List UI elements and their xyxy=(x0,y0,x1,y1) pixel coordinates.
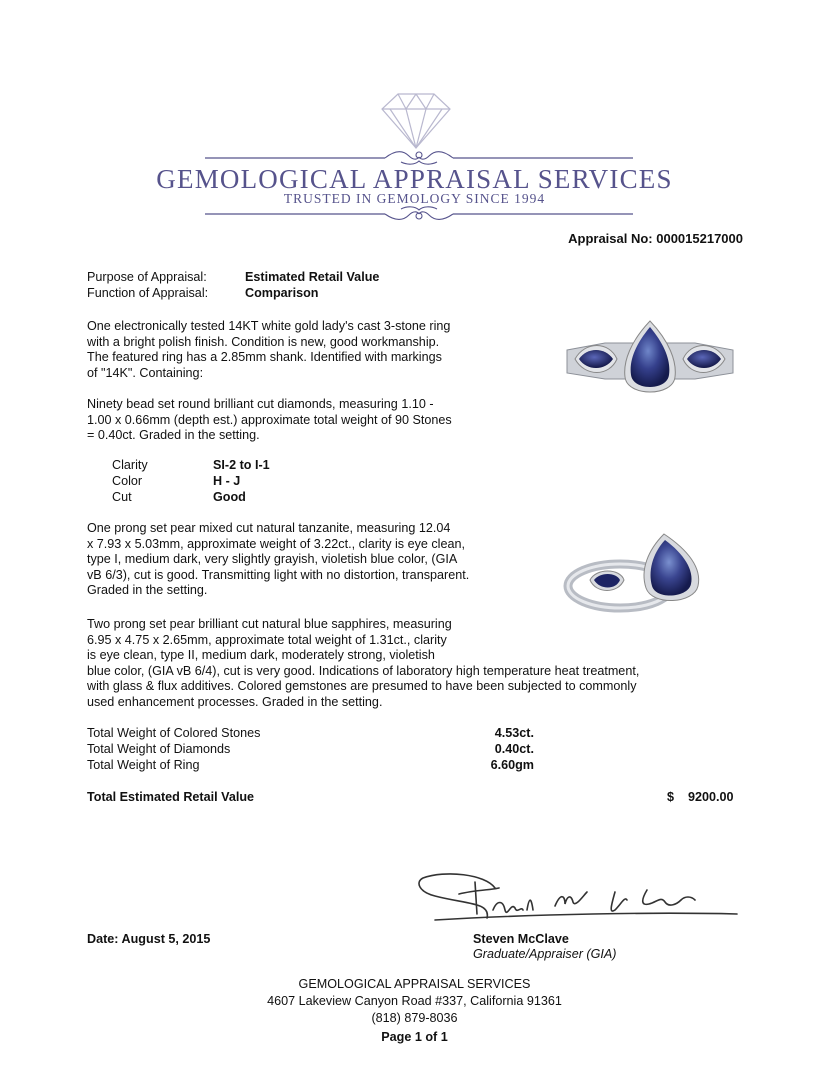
sapphires-line: 6.95 x 4.75 x 2.65mm, approximate total weight of 1.31ct., clarity xyxy=(87,632,447,647)
purpose-value: Estimated Retail Value xyxy=(245,270,380,284)
appraiser-name: Steven McClave xyxy=(473,932,569,946)
appraisal-date: Date: August 5, 2015 xyxy=(87,932,211,946)
total-colored-value: 4.53ct. xyxy=(494,726,534,740)
footer-phone: (818) 879-8036 xyxy=(371,1011,458,1025)
total-ring-value: 6.60gm xyxy=(490,758,534,772)
footer-company: GEMOLOGICAL APPRAISAL SERVICES xyxy=(298,977,531,991)
cut-value: Good xyxy=(213,490,246,504)
diamonds-line: 1.00 x 0.66mm (depth est.) approximate total weight of 90 Stones xyxy=(87,412,452,427)
sapphires-line: with glass & flux additives. Colored gemstones are presumed to have been subjected to commonly xyxy=(87,679,637,694)
appraisal-number: Appraisal No: 000015217000 xyxy=(568,231,743,246)
retail-amount: 9200.00 xyxy=(688,790,734,804)
retail-currency: $ xyxy=(667,790,675,804)
sapphires-line: is eye clean, type II, medium dark, moderately strong, violetish xyxy=(87,648,435,663)
description-line: The featured ring has a 2.85mm shank. Identified with markings xyxy=(87,350,442,365)
function-value: Comparison xyxy=(245,286,319,300)
footer-address: 4607 Lakeview Canyon Road #337, California 91361 xyxy=(267,994,562,1008)
sapphires-line: used enhancement processes. Graded in the setting. xyxy=(87,694,383,709)
tanzanite-line: Graded in the setting. xyxy=(87,583,208,598)
tanzanite-description xyxy=(87,521,469,599)
header-rule-bottom xyxy=(205,205,633,223)
purpose-label: Purpose of Appraisal: xyxy=(87,270,207,284)
description-line: with a bright polish finish. Condition is new, good workmanship. xyxy=(87,334,440,349)
diamonds-line: Ninety bead set round brilliant cut diamonds, measuring 1.10 - xyxy=(87,397,434,411)
tanzanite-line: x 7.93 x 5.03mm, approximate weight of 3.22ct., clarity is eye clean, xyxy=(87,536,465,551)
appraiser-title: Graduate/Appraiser (GIA) xyxy=(473,947,617,961)
clarity-value: SI-2 to I-1 xyxy=(213,458,270,472)
description-line: of "14K". Containing: xyxy=(87,365,204,380)
ring-photo-top xyxy=(565,315,735,415)
appraiser-signature xyxy=(415,866,745,930)
company-tagline: TRUSTED IN GEMOLOGY SINCE 1994 xyxy=(283,191,546,206)
description-line: One electronically tested 14KT white gold lady's cast 3-stone ring xyxy=(87,319,451,333)
tanzanite-line: One prong set pear mixed cut natural tanzanite, measuring 12.04 xyxy=(87,521,451,535)
company-logo-title: GEMOLOGICAL APPRAISAL SERVICES xyxy=(156,164,673,194)
color-value: H - J xyxy=(213,474,241,488)
total-colored-label: Total Weight of Colored Stones xyxy=(87,726,261,740)
ring-description xyxy=(87,319,450,381)
diamond-logo-icon xyxy=(380,92,452,150)
sapphires-description xyxy=(87,617,639,711)
clarity-label: Clarity xyxy=(112,458,148,472)
total-ring-label: Total Weight of Ring xyxy=(87,758,200,772)
page-number: Page 1 of 1 xyxy=(381,1030,448,1044)
cut-label: Cut xyxy=(112,490,132,504)
sapphires-line: Two prong set pear brilliant cut natural blue sapphires, measuring xyxy=(87,617,452,631)
total-diamonds-value: 0.40ct. xyxy=(494,742,534,756)
color-label: Color xyxy=(112,474,143,488)
retail-value-label: Total Estimated Retail Value xyxy=(87,790,255,804)
diamonds-line: = 0.40ct. Graded in the setting. xyxy=(87,428,260,443)
total-diamonds-label: Total Weight of Diamonds xyxy=(87,742,231,756)
diamonds-description xyxy=(87,397,452,444)
ring-photo-side xyxy=(560,528,720,616)
function-label: Function of Appraisal: xyxy=(87,286,209,300)
tanzanite-line: type I, medium dark, very slightly grayish, violetish blue color, (GIA xyxy=(87,552,458,567)
sapphires-line: blue color, (GIA vB 6/4), cut is very good. Indications of laboratory high temperature heat treatment, xyxy=(87,663,640,678)
tanzanite-line: vB 6/3), cut is good. Transmitting light with no distortion, transparent. xyxy=(87,567,470,582)
